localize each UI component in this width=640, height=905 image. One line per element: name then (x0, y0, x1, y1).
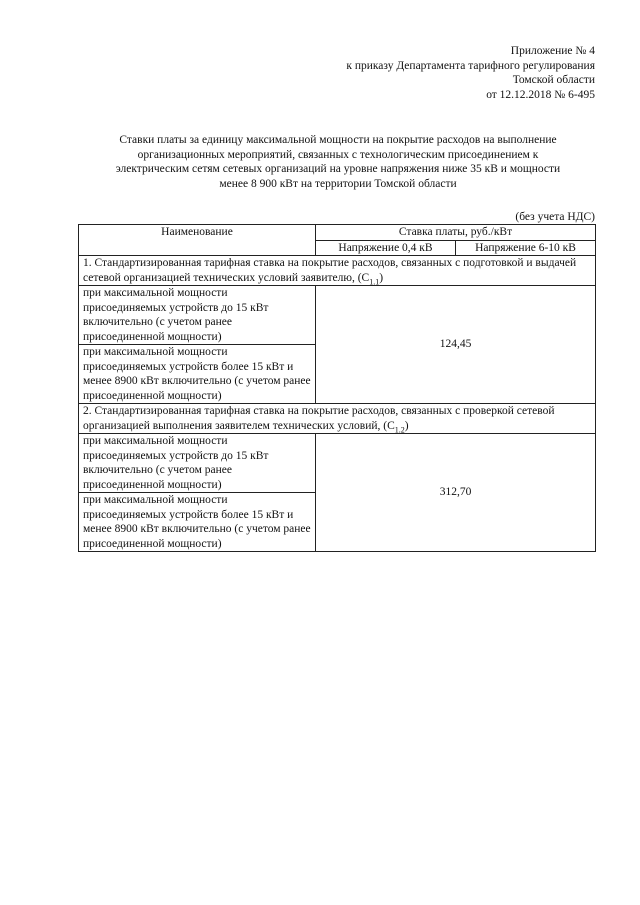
section-2-subscript: 1.2 (394, 424, 405, 434)
section-1-row-1-name: при максимальной мощности присоединяемых устройств до 15 кВт включительно (с учетом ранее присоединенной мощности) (79, 286, 316, 345)
appendix-header (346, 44, 595, 102)
table-row (79, 434, 596, 493)
title-line-1: Ставки платы за единицу максимальной мощности на покрытие расходов на выполнение (119, 134, 557, 146)
table-row (79, 286, 596, 345)
appendix-number: Приложение № 4 (510, 45, 595, 57)
appendix-order-date: от 12.12.2018 № 6-495 (486, 88, 595, 101)
header-voltage-high-cell (456, 240, 596, 256)
section-2-title-end: ) (404, 419, 409, 432)
section-1-title-cell (79, 256, 596, 286)
section-1-row-2-name: при максимальной мощности присоединяемых устройств более 15 кВт и менее 8900 кВт включительно (с учетом ранее присоединенной мощности) (79, 345, 316, 404)
header-voltage-low-cell (316, 240, 456, 256)
section-1-title-row (79, 256, 596, 286)
header-rate: Ставка платы, руб./кВт (398, 226, 513, 238)
appendix-order-reference: к приказу Департамента тарифного регулирования (346, 59, 595, 72)
table-header-row (79, 225, 596, 241)
section-2-title: 2. Стандартизированная тарифная ставка на покрытие расходов, связанных с проверкой сетевой организацией выполнения заявителем технических условий, (С (83, 405, 555, 432)
section-2-value-cell (316, 434, 596, 552)
section-1-value: 124,45 (439, 338, 472, 351)
section-2-title-row (79, 404, 596, 434)
title-line-4: менее 8 900 кВт на территории Томской области (219, 177, 457, 190)
section-2-row-2-name: при максимальной мощности присоединяемых устройств более 15 кВт и менее 8900 кВт включительно (с учетом ранее присоединенной мощности) (79, 493, 316, 552)
header-rate-cell (316, 225, 596, 241)
header-name: Наименование (161, 226, 233, 238)
section-1-title-end: ) (379, 271, 384, 284)
section-2-title-cell (79, 404, 596, 434)
header-voltage-high: Напряжение 6-10 кВ (475, 241, 576, 254)
section-2-row-1-name: при максимальной мощности присоединяемых устройств до 15 кВт включительно (с учетом ранее присоединенной мощности) (79, 434, 316, 493)
appendix-region: Томской области (512, 74, 595, 86)
section-1-title: 1. Стандартизированная тарифная ставка на покрытие расходов, связанных с подготовкой и выдачей сетевой организацией технических условий заявителю, (С (83, 257, 577, 284)
title-line-3: электрическим сетям сетевых организаций на уровне напряжения ниже 35 кВ и мощности (115, 163, 561, 175)
header-name-cell (79, 225, 316, 256)
header-voltage-low: Напряжение 0,4 кВ (338, 241, 433, 254)
section-1-subscript: 1.1 (369, 276, 380, 286)
section-2-value: 312,70 (439, 486, 472, 499)
rates-table (78, 224, 596, 552)
document-title (78, 133, 598, 191)
title-line-2: организационных мероприятий, связанных с технологическим присоединением к (137, 148, 539, 161)
vat-note: (без учета НДС) (515, 211, 595, 223)
section-1-value-cell (316, 286, 596, 404)
